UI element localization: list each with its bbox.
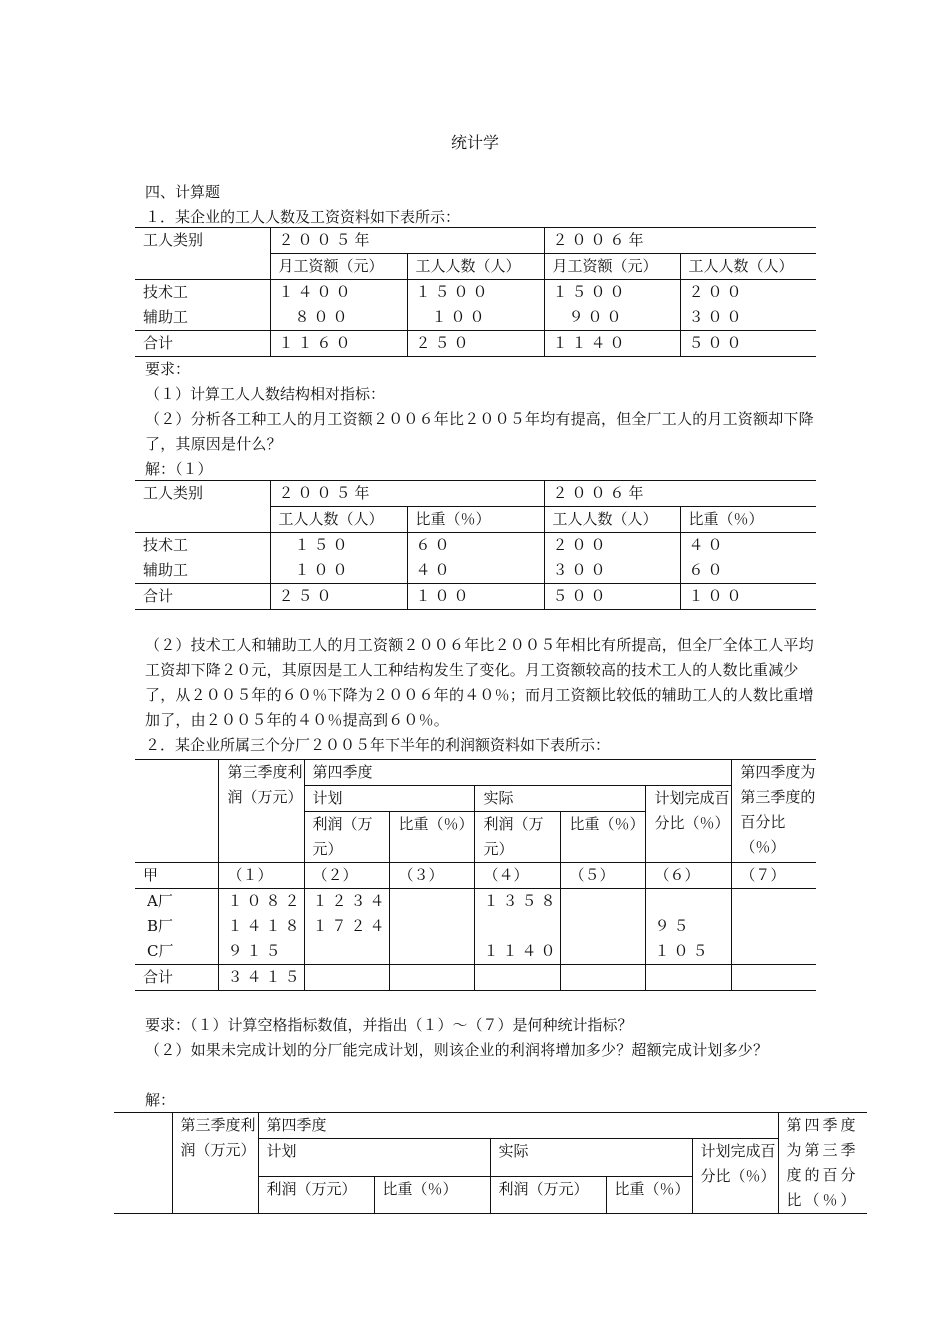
header-plan: 计划 xyxy=(258,1139,490,1177)
row-label: A厂 xyxy=(147,892,173,910)
cell: １３５８ xyxy=(475,889,561,915)
table-row xyxy=(135,558,816,584)
row-label: 合计 xyxy=(143,968,174,986)
cell: （６） xyxy=(646,863,732,889)
col-header-2005: ２００５年 xyxy=(270,228,544,254)
cell: ２００ xyxy=(544,533,680,559)
header-plan-profit: 利润（万元） xyxy=(258,1176,374,1214)
header-q3-profit: 第三季度利润（万元） xyxy=(219,760,304,863)
solution-2-text: （２）技术工人和辅助工人的月工资额２００６年比２００５年相比有所提高，但全厂全体工人平均工资却下降２０元，其原因是工人工种结构发生了变化。月工资额较高的技术工人的人数比重减少了，从２００５年的６０％下降为２００６年的４０％；而月工资额比较低的辅助工人的人数比重增加了，由２００５年的４０％提高到６０％。 xyxy=(145,636,814,729)
sub-header-count: 工人人数（人） xyxy=(270,507,407,533)
question-2-intro: ２．某企业所属三个分厂２００５年下半年的利润额资料如下表所示： xyxy=(145,736,611,754)
header-q3-profit: 第三季度利润（万元） xyxy=(172,1113,258,1214)
cell: ２５０ xyxy=(407,331,544,357)
sub-header-wage: 月工资额（元） xyxy=(270,254,407,280)
header-q4-vs-q3: 第四季度为第三季度的百分比（％） xyxy=(778,1113,867,1214)
row-label: C厂 xyxy=(147,942,174,960)
cell: １０５ xyxy=(646,939,732,965)
q2-requirement-1: 要求：（１）计算空格指标数值，并指出（１）～（７）是何种统计指标？ xyxy=(145,1016,633,1034)
cell: ９００ xyxy=(544,305,680,331)
cell: １４００ xyxy=(270,280,407,306)
row-label: 辅助工 xyxy=(143,561,189,579)
cell xyxy=(304,939,390,965)
cell: ２００ xyxy=(680,280,816,306)
cell: １０８２ xyxy=(219,889,304,915)
cell: １１６０ xyxy=(270,331,407,357)
cell xyxy=(475,914,561,939)
cell: ３００ xyxy=(680,305,816,331)
col-header-2005: ２００５年 xyxy=(270,481,544,507)
cell: １００ xyxy=(680,584,816,610)
requirement-1: （１）计算工人人数结构相对指标： xyxy=(145,385,386,403)
cell: （４） xyxy=(475,863,561,889)
requirement-2: （２）分析各工种工人的月工资额２００６年比２００５年均有提高，但全厂工人的月工资额却下降了，其原因是什么？ xyxy=(145,410,814,453)
header-plan-share: 比重（％） xyxy=(374,1176,490,1214)
col-header-2006: ２００６年 xyxy=(544,228,816,254)
col-header-type: 工人类别 xyxy=(135,481,270,533)
header-actual: 实际 xyxy=(490,1139,692,1177)
cell: ４０ xyxy=(680,533,816,559)
cell: ３００ xyxy=(544,558,680,584)
cell: ９１５ xyxy=(219,939,304,965)
table-row xyxy=(135,280,816,306)
header-q4-vs-q3: 第四季度为第三季度的百分比（％） xyxy=(732,760,816,863)
page-title: 统计学 xyxy=(450,133,499,152)
cell: ５００ xyxy=(544,584,680,610)
q2-requirement-2: （２）如果未完成计划的分厂能完成计划，则该企业的利润将增加多少？超额完成计划多少？ xyxy=(145,1041,769,1059)
sub-header-pct: 比重（％） xyxy=(407,507,544,533)
solution-label: 解：（１） xyxy=(145,460,213,478)
sub-header-pct: 比重（％） xyxy=(680,507,816,533)
sub-header-count: 工人人数（人） xyxy=(407,254,544,280)
header-actual-share: 比重（％） xyxy=(606,1176,692,1214)
requirements-label: 要求： xyxy=(145,360,191,378)
cell: ６０ xyxy=(680,558,816,584)
sub-header-count: 工人人数（人） xyxy=(544,507,680,533)
cell: １２３４ xyxy=(304,889,390,915)
cell: １５００ xyxy=(544,280,680,306)
cell: １００ xyxy=(407,305,544,331)
question-1-intro: １．某企业的工人人数及工资资料如下表所示： xyxy=(145,208,461,226)
row-label: 技术工 xyxy=(143,536,189,554)
header-plan-share: 比重（％） xyxy=(390,812,475,863)
row-label: 合计 xyxy=(143,334,174,352)
cell: 甲 xyxy=(143,866,159,884)
header-completion: 计划完成百分比（％） xyxy=(692,1139,778,1214)
cell: ２５０ xyxy=(270,584,407,610)
header-q4: 第四季度 xyxy=(304,760,732,786)
structure-table xyxy=(135,480,816,610)
table-row xyxy=(135,889,816,915)
cell: （３） xyxy=(390,863,475,889)
cell: １００ xyxy=(270,558,407,584)
cell: １４１８ xyxy=(219,914,304,939)
cell: ３４１５ xyxy=(219,965,304,991)
cell: １７２４ xyxy=(304,914,390,939)
cell: （７） xyxy=(732,863,816,889)
profit-solution-table xyxy=(114,1112,867,1214)
cell xyxy=(646,889,732,915)
table-total-row xyxy=(135,584,816,610)
table-row xyxy=(135,305,816,331)
header-actual-share: 比重（％） xyxy=(561,812,646,863)
q2-solution-label: 解： xyxy=(145,1091,176,1109)
cell: １１４０ xyxy=(475,939,561,965)
row-label: 技术工 xyxy=(143,283,189,301)
cell: ６０ xyxy=(407,533,544,559)
row-label: 合计 xyxy=(143,587,174,605)
header-completion: 计划完成百分比（％） xyxy=(646,786,732,863)
header-actual-profit: 利润（万元） xyxy=(475,812,561,863)
wage-table xyxy=(135,227,816,357)
header-actual: 实际 xyxy=(475,786,646,812)
cell: １５０ xyxy=(270,533,407,559)
header-plan: 计划 xyxy=(304,786,475,812)
section-heading: 四、计算题 xyxy=(145,183,221,201)
header-actual-profit: 利润（万元） xyxy=(490,1176,606,1214)
table-row xyxy=(135,914,816,939)
cell: １１４０ xyxy=(544,331,680,357)
sub-header-wage: 月工资额（元） xyxy=(544,254,680,280)
cell: １５００ xyxy=(407,280,544,306)
col-header-2006: ２００６年 xyxy=(544,481,816,507)
header-plan-profit: 利润（万元） xyxy=(304,812,390,863)
sub-header-count: 工人人数（人） xyxy=(680,254,816,280)
table-row xyxy=(135,533,816,559)
cell: ８００ xyxy=(270,305,407,331)
row-label: B厂 xyxy=(147,917,174,935)
table-total-row xyxy=(135,965,816,991)
cell: ５００ xyxy=(680,331,816,357)
cell: １００ xyxy=(407,584,544,610)
row-label: 辅助工 xyxy=(143,308,189,326)
cell: （５） xyxy=(561,863,646,889)
index-row xyxy=(135,863,816,889)
cell: ９５ xyxy=(646,914,732,939)
cell: （２） xyxy=(304,863,390,889)
table-row xyxy=(135,939,816,965)
cell: ４０ xyxy=(407,558,544,584)
table-total-row xyxy=(135,331,816,357)
cell: （１） xyxy=(219,863,304,889)
profit-table xyxy=(135,759,816,991)
header-q4: 第四季度 xyxy=(258,1113,778,1139)
col-header-type: 工人类别 xyxy=(135,228,270,280)
